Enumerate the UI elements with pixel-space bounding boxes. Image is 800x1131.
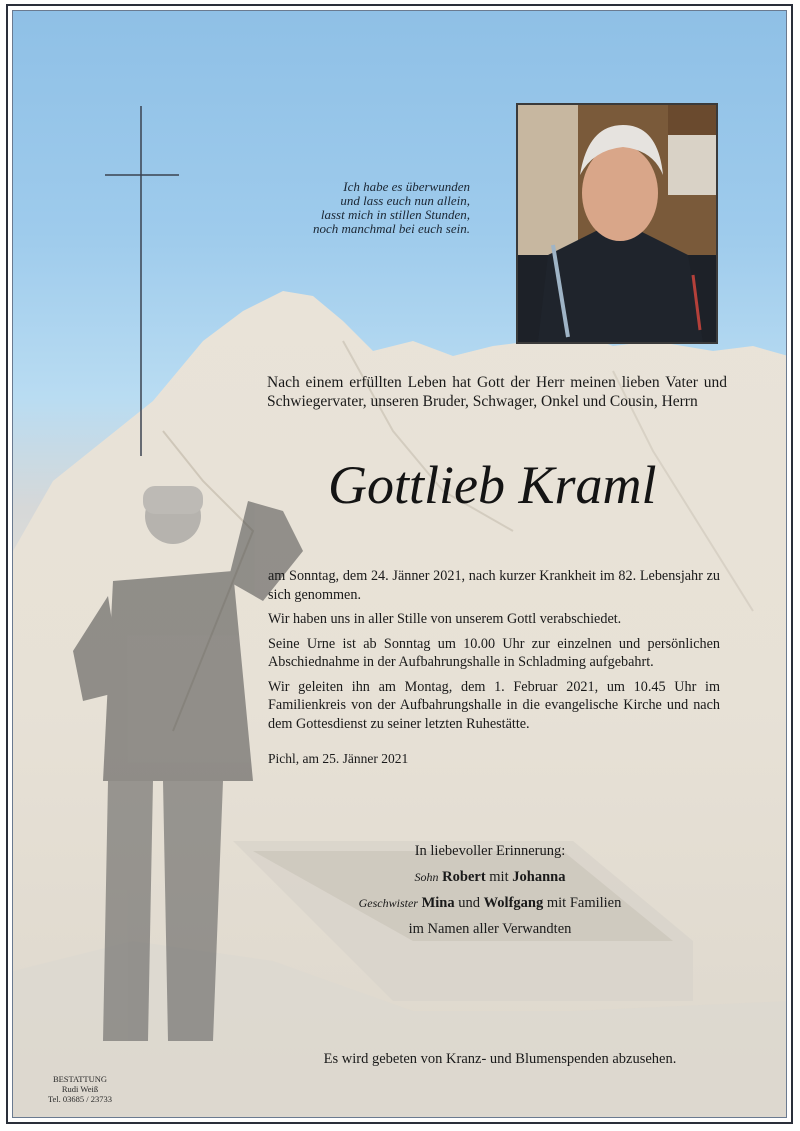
mourners-heading: In liebevoller Erinnerung: — [414, 843, 566, 859]
poem-line: und lass euch nun allein, — [340, 193, 470, 208]
mourners-all: im Namen aller Verwandten — [408, 921, 572, 937]
deceased-name: Gottlieb Kraml — [328, 455, 657, 515]
sibling-conj: und — [458, 895, 480, 911]
place-date: Pichl, am 25. Jänner 2021 — [268, 751, 409, 766]
mourners-siblings — [340, 890, 640, 916]
mourners — [340, 838, 640, 942]
sibling-2: Wolfgang — [483, 895, 544, 911]
undertaker-name: Rudi Weiß — [61, 1084, 99, 1094]
poem-line: Ich habe es überwunden — [343, 179, 470, 194]
intro-text: Nach einem erfüllten Leben hat Gott der Herr meinen lieben Vater und Schwiegervater, unseren Bruder, Schwager, Onkel und Cousin, Herrn — [267, 374, 727, 410]
mourners-son — [340, 864, 640, 890]
son-name: Robert — [442, 869, 486, 885]
sibling-1: Mina — [421, 895, 455, 911]
undertaker-phone: Tel. 03685 / 23733 — [47, 1094, 113, 1104]
poem — [270, 180, 470, 236]
closing-note: Es wird gebeten von Kranz- und Blumenspenden abzusehen. — [323, 1051, 677, 1067]
son-partner: Johanna — [512, 869, 566, 885]
announcement-body — [268, 567, 720, 739]
paragraph: Seine Urne ist ab Sonntag um 10.00 Uhr zur einzelnen und persönlichen Abschiednahme in der Aufbahrungshalle in Schladming aufgebahrt. — [268, 635, 720, 670]
undertaker-title: BESTATTUNG — [52, 1074, 108, 1084]
poem-line: lasst mich in stillen Stunden, — [320, 207, 470, 222]
portrait-photo — [516, 103, 718, 344]
portrait-image — [518, 105, 716, 342]
sibling-suffix: mit Familien — [546, 895, 622, 911]
paragraph: Wir geleiten ihn am Montag, dem 1. Februar 2021, um 10.45 Uhr im Familienkreis von der Aufbahrungshalle in die evangelische Kirche und nach dem Gottesdienst zu seiner letzten Ruhestätte. — [268, 678, 720, 732]
paragraph: Wir haben uns in aller Stille von unserem Gottl verabschiedet. — [268, 611, 622, 627]
son-conj: mit — [489, 869, 509, 885]
poem-line: noch manchmal bei euch sein. — [312, 221, 470, 236]
paragraph: am Sonntag, dem 24. Jänner 2021, nach kurzer Krankheit im 82. Lebensjahr zu sich genommen. — [268, 568, 720, 603]
undertaker-credit — [36, 1074, 124, 1104]
son-label: Sohn — [414, 870, 439, 884]
sibling-label: Geschwister — [358, 896, 418, 910]
